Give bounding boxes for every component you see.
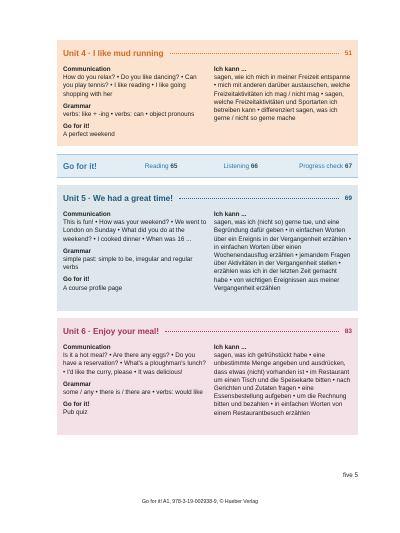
unit-6-grammar-text: some / any • there is / there are • verbs: would like <box>63 389 203 397</box>
unit-4-ich-kann-text: sagen, wie ich mich in meiner Freizeit entspanne • mich mit anderen darüber austauschen, welche Freizeitaktivitäten ich mag / nicht mag • sagen, welche Freizeitaktivitäten und Sportarten ich betreiben kann • differenziert sagen, was ich gerne / nicht so gerne mache <box>213 74 351 123</box>
unit-4-ich-kann-heading: Ich kann ... <box>213 66 247 73</box>
unit-6-header <box>63 324 352 338</box>
unit-5-communication-text: This is fun! • How was your weekend? • We went to London on Sunday • What did you do at the weekend? • I cooked dinner • When was 16 ... <box>63 219 207 243</box>
unit-6-title: Unit 6 · Enjoy your meal! <box>63 326 159 336</box>
unit-4-grammar-text: verbs: like + -ing • verbs: can • object pronouns <box>63 111 195 119</box>
unit-5-communication-heading: Communication <box>63 211 111 218</box>
progress-check-link[interactable] <box>299 163 352 170</box>
unit-6-page: 83 <box>344 327 352 335</box>
unit-6-goforit-text: Pub quiz <box>63 409 88 417</box>
unit-5-left-column <box>63 211 208 293</box>
unit-6-box <box>57 318 358 435</box>
unit-6-right-column <box>214 344 352 418</box>
listening-page: 66 <box>250 162 258 170</box>
unit-5-rule <box>179 198 339 199</box>
unit-5-right-column <box>214 211 352 293</box>
unit-4-box <box>57 40 358 146</box>
listening-label: Listening <box>223 162 250 170</box>
unit-4-goforit-text: A perfect weekend <box>63 131 115 139</box>
unit-6-communication-text: Is it a hot meal? • Are there any eggs? • Do you have a reservation? • What's a ploughman's lunch? • I'd like the curry, please • It was delicious! <box>63 352 206 376</box>
unit-5-goforit-text: A course profile page <box>63 284 123 292</box>
unit-6-rule <box>165 331 339 332</box>
unit-5-page: 69 <box>344 194 352 202</box>
unit-4-rule <box>170 53 339 54</box>
unit-6-ich-kann-text: sagen, was ich gefrühstückt habe • eine unbestimmte Menge angeben und ausdrücken, dass etwas (nicht) vorhanden ist • im Restaurant um einen Tisch und die Speisekarte bitten • nach Gerichten und Zutaten fragen • eine Essensbestellung aufgeben • um die Rechnung bitten und bezahlen • in einfachen Worten von einem Restaurantbesuch erzählen <box>213 352 351 417</box>
go-for-it-title: Go for it! <box>63 161 97 171</box>
unit-6-grammar-heading: Grammar <box>63 380 92 388</box>
progress-check-label: Progress check <box>299 162 344 170</box>
unit-4-title: Unit 4 · I like mud running <box>63 48 164 58</box>
unit-5-goforit-heading: Go for it! <box>63 276 90 284</box>
unit-6-ich-kann-heading: Ich kann ... <box>213 344 247 351</box>
go-for-it-bar <box>57 154 358 178</box>
unit-4-header <box>63 46 352 60</box>
unit-4-goforit-heading: Go for it! <box>63 123 90 131</box>
copyright-credit: Go for it! A1, 978-3-19-002938-9, © Hueber Verlag <box>142 499 258 505</box>
progress-check-page: 67 <box>344 162 352 170</box>
reading-link[interactable] <box>145 163 178 170</box>
unit-4-left-column <box>63 66 208 140</box>
listening-link[interactable] <box>223 163 257 170</box>
reading-page: 65 <box>170 162 178 170</box>
reading-label: Reading <box>144 162 169 170</box>
unit-5-header <box>63 191 352 205</box>
unit-5-box <box>57 185 358 311</box>
unit-6-goforit-heading: Go for it! <box>63 401 90 409</box>
page-number: five 5 <box>342 472 358 479</box>
unit-6-communication-heading: Communication <box>63 344 111 351</box>
unit-5-grammar-text: simple past: simple to be, irregular and regular verbs <box>63 256 193 272</box>
unit-4-grammar-heading: Grammar <box>63 102 92 110</box>
unit-4-page: 51 <box>344 49 352 57</box>
unit-6-left-column <box>63 344 208 418</box>
unit-5-grammar-heading: Grammar <box>63 247 92 255</box>
unit-5-ich-kann-text: sagen, was ich (nicht so) gerne tue, und eine Begründung dafür geben • in einfachen Worten über ein Ereignis in der Vergangenheit erzählen • in einfachen Worten über einen Wochenendausflug erzählen • jemandem Fragen über Aktivitäten in der Vergangenheit stellen • erzählen was ich in der letzten Zeit gemacht habe • von wichtigen Ereignissen aus meiner Vergangenheit erzählen <box>213 219 351 292</box>
unit-4-communication-heading: Communication <box>63 66 111 73</box>
unit-4-right-column <box>214 66 352 140</box>
unit-4-communication-text: How do you relax? • Do you like dancing? • Can you play tennis? • I like reading • I like going shopping with her <box>63 74 197 98</box>
unit-5-ich-kann-heading: Ich kann ... <box>213 211 247 218</box>
unit-5-title: Unit 5 · We had a great time! <box>63 193 173 203</box>
